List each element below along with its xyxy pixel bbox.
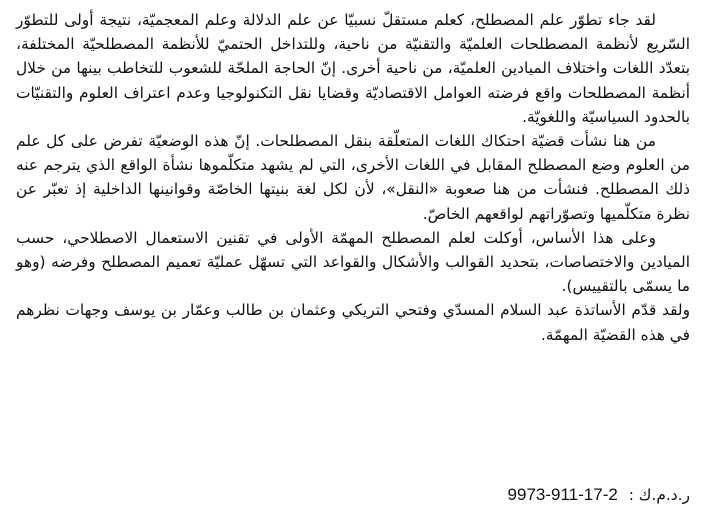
isbn-line <box>16 483 690 507</box>
paragraph: لقد جاء تطوّر علم المصطلح، كعلم مستقلّ نسبيّا عن علم الدلالة وعلم المعجميّة، نتيجة أولى للتطوّر السّريع لأنظمة المصطلحات العلميّة والتقنيّة من ناحية، وللتداخل الحتميّ للأنظمة المصطلحيّة المختلفة، بتعدّد اللغات واختلاف الميادين العلميّة، من ناحية أخرى. إنّ الحاجة الملحّة للشعوب للتخاطب بينها من خلال أنظمة المصطلحات واقع فرضته العوامل الاقتصاديّة وقضايا نقل التكنولوجيا وعدم اعتراف العلوم والتقنيّات بالحدود السياسيّة واللغويّة. <box>16 11 690 126</box>
document-page <box>16 8 690 513</box>
paragraph: وعلى هذا الأساس، أوكلت لعلم المصطلح المهمّة الأولى في تقنين الاستعمال الاصطلاحي، حسب الميادين والاختصاصات، بتحديد القوالب والأشكال والقواعد التي تسهّل عمليّة تعميم المصطلح وفرضه (وهو ما يسمّى بالتقييس). <box>16 228 690 296</box>
isbn-number: 9973-911-17-2 <box>507 485 618 504</box>
document-body <box>16 8 690 347</box>
isbn-label: ر.د.م.ك : <box>628 486 690 504</box>
paragraph: من هنا نشأت قضيّة احتكاك اللغات المتعلّقة بنقل المصطلحات. إنّ هذه الوضعيّة تفرض على كل علم من العلوم وضع المصطلح المقابل في اللغات الأخرى، التي لم يشهد متكلّموها نشأة الواقع الذي يترجم عنه ذلك المصطلح. فنشأت من هنا صعوبة «النقل»، لأن لكل لغة بنيتها الخاصّة وقوانينها الداخلية إذ تعبّر عن نظرة متكلّميها وتصوّراتهم لواقعهم الخاصّ. <box>16 132 690 223</box>
paragraph: ولقد قدّم الأساتذة عبد السلام المسدّي وفتحي التريكي وعثمان بن طالب وعمّار بن يوسف وجهات نظرهم في هذه القضيّة المهمّة. <box>16 301 690 344</box>
